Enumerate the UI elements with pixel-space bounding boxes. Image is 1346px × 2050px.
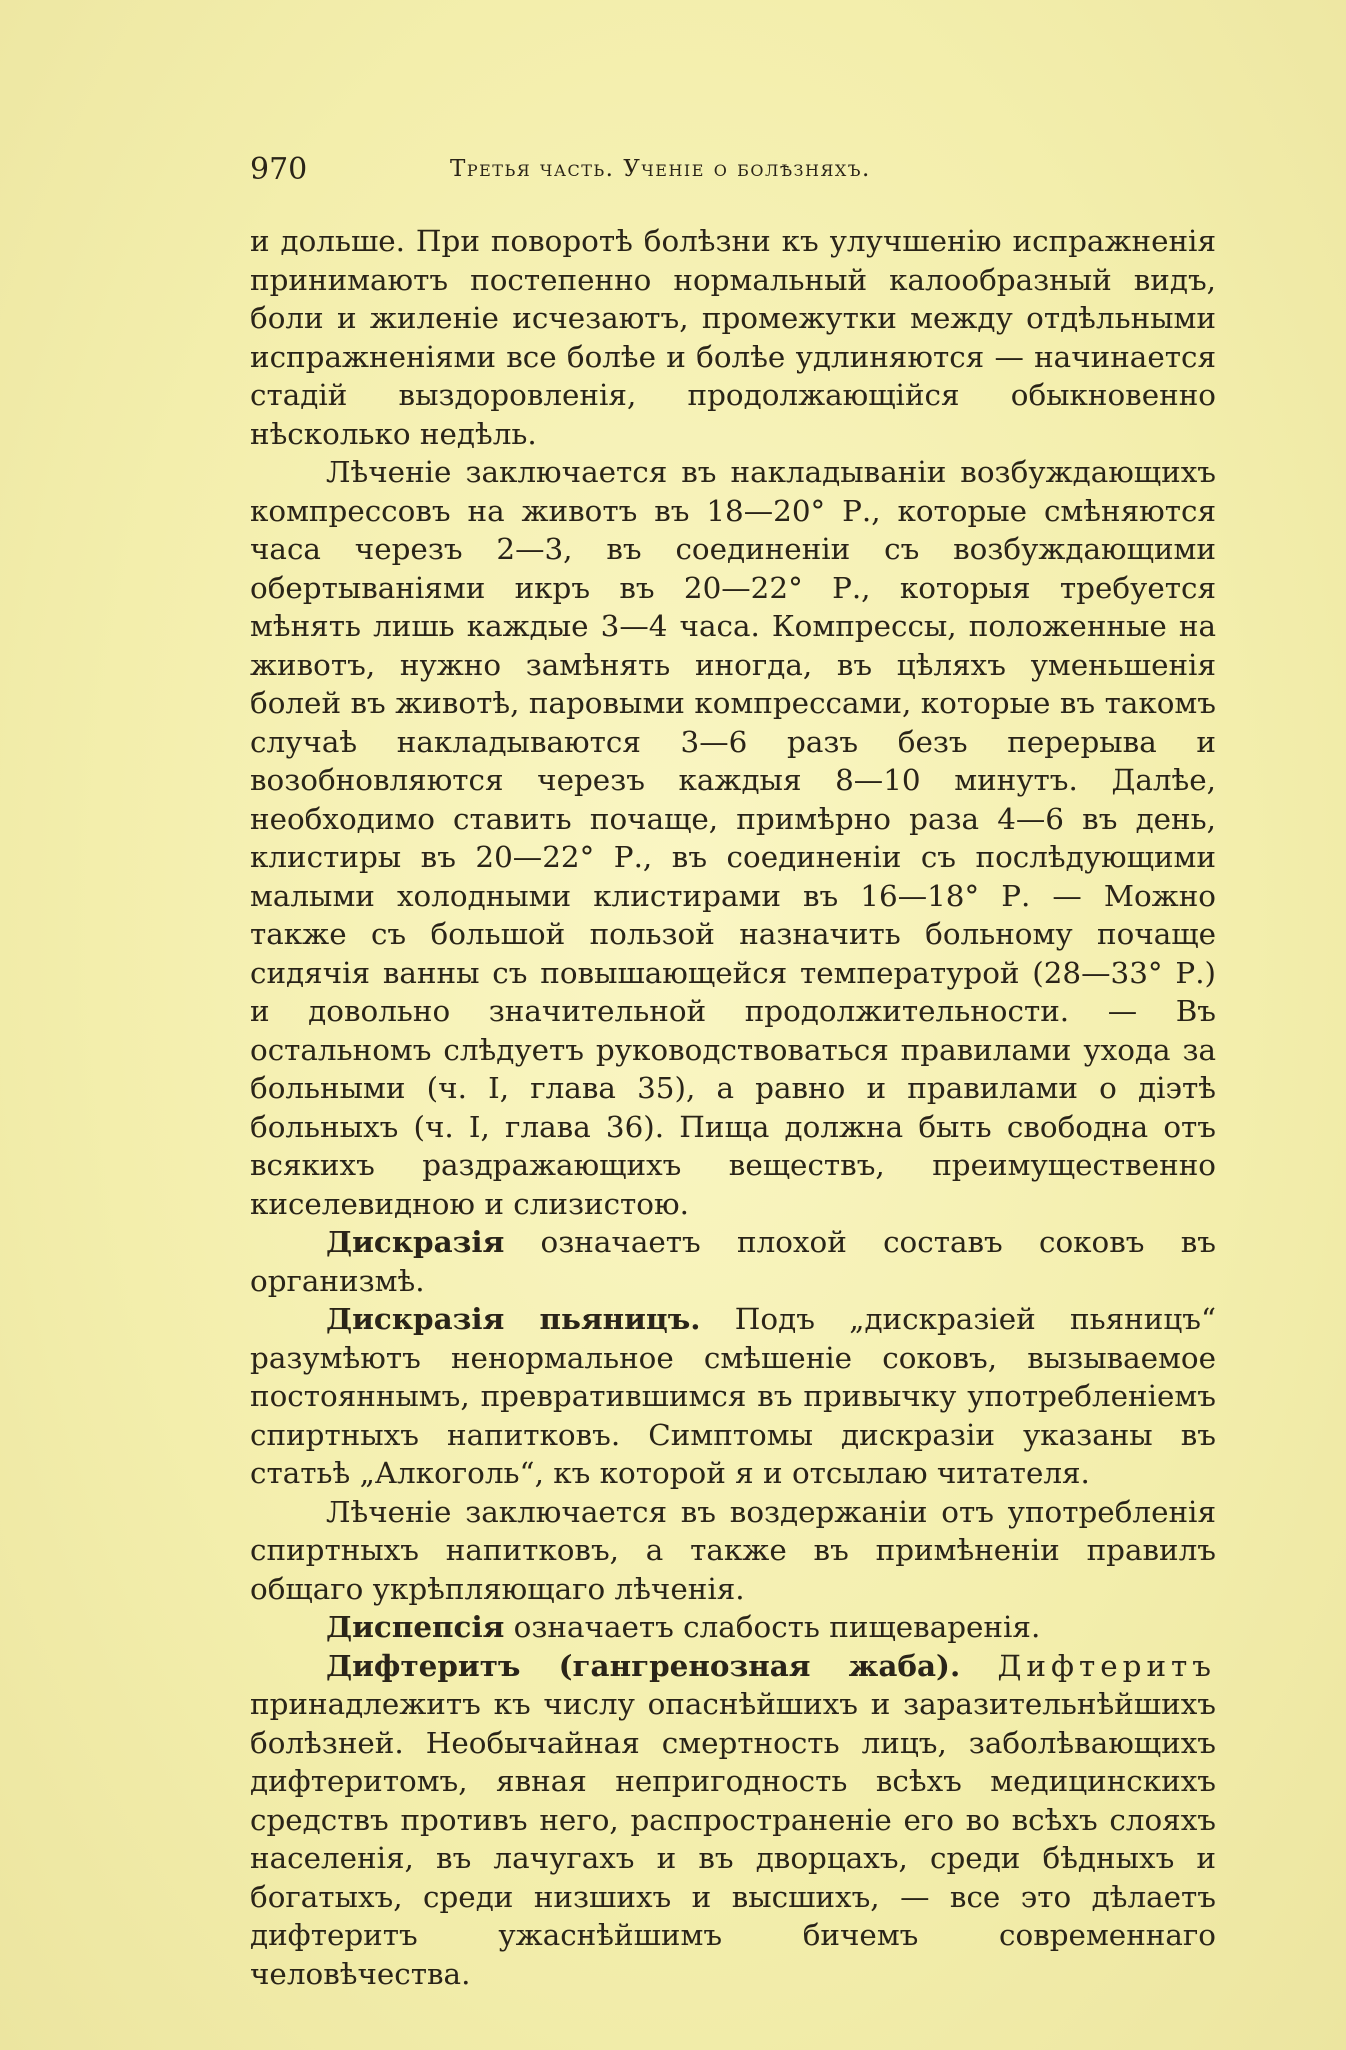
- entry-term: Дискразія пьяницъ.: [326, 1301, 701, 1336]
- paragraph-text: Лѣченіе заключается въ накладываніи возбуждающихъ компрессовъ на животъ въ 18—20° Р., которые смѣняются часа черезъ 2—3, въ соединеніи съ возбуждающими обертываніями икръ въ 20—22° Р., которыя требуется мѣнять лишь каждые 3—4 часа. Компрессы, положенные на животъ, нужно замѣнять иногда, въ цѣляхъ уменьшенія болей въ животѣ, паровыми компрессами, которые въ такомъ случаѣ накладываются 3—6 разъ безъ перерыва и возобновляются черезъ каждыя 8—10 минутъ. Далѣе, необходимо ставить почаще, примѣрно раза 4—6 въ день, клистиры въ 20—22° Р., въ соединеніи съ послѣдующими малыми холодными клистирами въ 16—18° Р. — Можно также съ большой пользой назначить больному почаще сидячія ванны съ повышающейся температурой (28—33° Р.) и довольно значительной продолжительности. — Въ остальномъ слѣдуетъ руководствоваться правилами ухода за больными (ч. I, глава 35), а равно и правилами о діэтѣ больныхъ (ч. I, глава 36). Пища должна быть свободна отъ всякихъ раздражающихъ веществъ, преимущественно киселевидною и слизистою.: [250, 455, 1216, 1221]
- paragraph-treatment: [250, 453, 1216, 1223]
- paragraph-treatment-2: [250, 1493, 1216, 1609]
- paragraph-text: Лѣченіе заключается въ воздержаніи отъ употребленія спиртныхъ напитковъ, а также въ примѣненіи правилъ общаго укрѣпляющаго лѣченія.: [250, 1494, 1216, 1606]
- paragraph-text: и дольше. При поворотѣ болѣзни къ улучшенію испражненія принимаютъ постепенно нормальный калообразный видъ, боли и жиленіе исчезаютъ, промежутки между отдѣльными испражненіями все болѣе и болѣе удлиняются — начинается стадій выздоровленія, продолжающійся обыкновенно нѣсколько недѣль.: [250, 224, 1216, 451]
- entry-diphtheria: [250, 1647, 1216, 1994]
- entry-text: Подъ „дискразіей пьяницъ“ разумѣютъ ненормальное смѣшеніе соковъ, вызываемое постояннымъ, превратившимся въ привычку употребленіемъ спиртныхъ напитковъ. Симптомы дискразіи указаны въ статьѣ „Алкоголь“, къ которой я и отсылаю читателя.: [250, 1302, 1216, 1490]
- entry-term-spaced: Дифтеритъ: [997, 1648, 1216, 1683]
- page-number: 970: [250, 152, 308, 187]
- paragraph-continuation: [250, 222, 1216, 453]
- entry-text: означаетъ плохой составъ соковъ въ организмѣ.: [250, 1225, 1216, 1298]
- entry-term: Дискразія: [326, 1224, 505, 1259]
- entry-term: Диспепсія: [326, 1609, 505, 1644]
- entry-dyspepsia: [250, 1608, 1216, 1647]
- body-text: [250, 222, 1216, 1993]
- entry-drunkard-dyscrasia: [250, 1300, 1216, 1493]
- entry-text: принадлежитъ къ числу опаснѣйшихъ и заразительнѣйшихъ болѣзней. Необычайная смертность лицъ, заболѣвающихъ дифтеритомъ, явная непригодность всѣхъ медицинскихъ средствъ противъ него, распространеніе его во всѣхъ слояхъ населенія, въ лачугахъ и въ дворцахъ, среди бѣдныхъ и богатыхъ, среди низшихъ и высшихъ, — все это дѣлаетъ дифтеритъ ужаснѣйшимъ бичемъ современнаго человѣчества.: [250, 1687, 1216, 1991]
- entry-dyscrasia: [250, 1223, 1216, 1300]
- entry-text: означаетъ слабость пищеваренія.: [504, 1610, 1041, 1644]
- entry-term: Дифтеритъ (гангренозная жаба).: [326, 1647, 961, 1683]
- page-header: [250, 152, 1216, 192]
- running-title: Третья часть. Ученіе о болѣзняхъ.: [450, 156, 871, 182]
